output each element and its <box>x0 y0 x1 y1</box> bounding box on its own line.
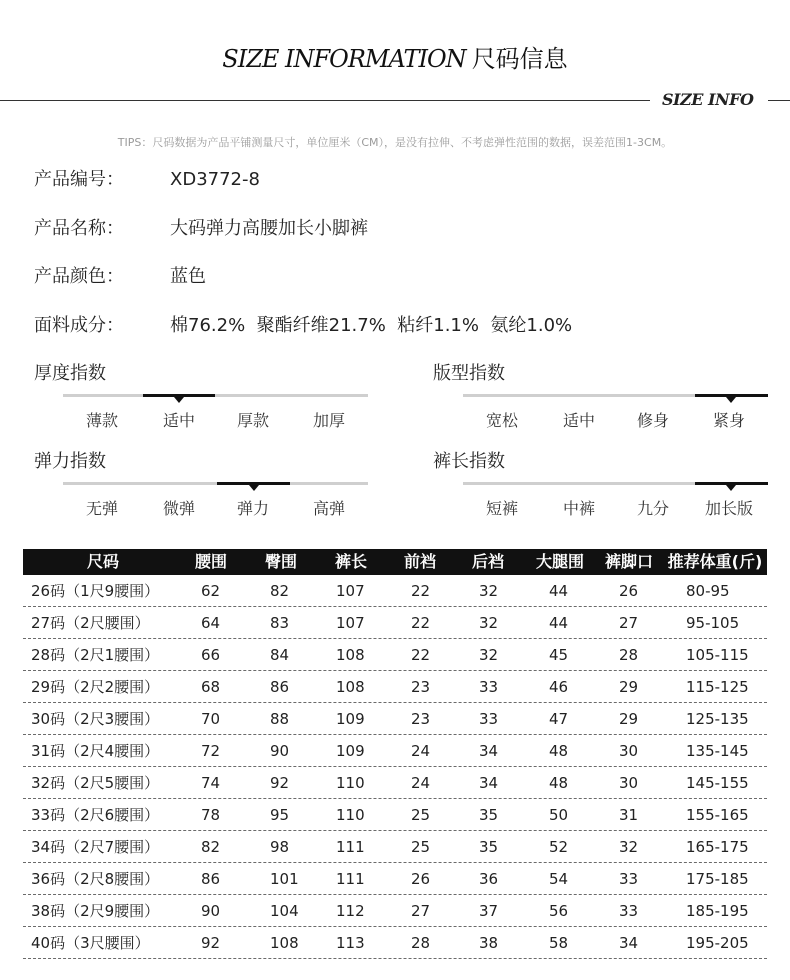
fit-index-title: 版型指数 <box>433 363 505 384</box>
cell-weight: 135-145 <box>686 742 749 760</box>
fabric-label: 面料成分： <box>34 315 124 336</box>
cell-front-rise: 22 <box>411 614 431 632</box>
length-option: 九分 <box>636 499 669 518</box>
cell-size: 27码（2尺腰围） <box>31 614 150 632</box>
cell-thigh: 45 <box>549 646 569 664</box>
cell-weight: 115-125 <box>686 678 749 696</box>
page-title-en: SIZE INFORMATION <box>222 45 466 73</box>
cell-size: 34码（2尺7腰围） <box>31 838 160 856</box>
length-index-track <box>463 482 768 485</box>
cell-hem: 32 <box>619 838 639 856</box>
cell-back-rise: 32 <box>479 582 499 600</box>
elasticity-index-title: 弹力指数 <box>34 451 106 472</box>
thickness-option: 薄款 <box>85 411 118 430</box>
thickness-index-title: 厚度指数 <box>34 363 106 384</box>
cell-size: 40码（3尺腰围） <box>31 934 150 952</box>
product-name-label: 产品名称： <box>34 218 124 239</box>
cell-back-rise: 34 <box>479 742 499 760</box>
cell-weight: 155-165 <box>686 806 749 824</box>
elasticity-option: 无弹 <box>85 499 118 518</box>
section-subtitle: SIZE INFO <box>662 90 754 109</box>
cell-length: 108 <box>336 646 365 664</box>
fit-index-track <box>463 394 768 397</box>
cell-weight: 185-195 <box>686 902 749 920</box>
size-table-header <box>23 549 767 575</box>
col-header-thigh: 大腿围 <box>535 552 584 571</box>
cell-hip: 108 <box>270 934 299 952</box>
cell-hip: 92 <box>270 774 290 792</box>
cell-back-rise: 36 <box>479 870 499 888</box>
cell-front-rise: 25 <box>411 806 431 824</box>
cell-thigh: 50 <box>549 806 569 824</box>
cell-length: 107 <box>336 582 365 600</box>
cell-hem: 29 <box>619 678 639 696</box>
table-row <box>23 831 767 863</box>
cell-size: 26码（1尺9腰围） <box>31 582 160 600</box>
cell-length: 107 <box>336 614 365 632</box>
fabric-value: 棉76.2% 聚酯纤维21.7% 粘纤1.1% 氨纶1.0% <box>170 315 573 336</box>
table-row <box>23 927 767 959</box>
cell-hem: 26 <box>619 582 639 600</box>
cell-waist: 92 <box>201 934 221 952</box>
table-row <box>23 895 767 927</box>
cell-thigh: 44 <box>549 614 569 632</box>
elasticity-index-pointer-icon <box>249 485 259 491</box>
cell-hip: 82 <box>270 582 290 600</box>
cell-hem: 34 <box>619 934 639 952</box>
cell-hem: 27 <box>619 614 639 632</box>
col-header-length: 裤长 <box>334 552 367 571</box>
product-code-value: XD3772-8 <box>170 169 260 190</box>
cell-front-rise: 24 <box>411 742 431 760</box>
cell-front-rise: 25 <box>411 838 431 856</box>
header-divider-right <box>768 100 790 101</box>
cell-size: 28码（2尺1腰围） <box>31 646 160 664</box>
col-header-hip: 臀围 <box>264 552 297 571</box>
cell-length: 109 <box>336 742 365 760</box>
cell-length: 112 <box>336 902 365 920</box>
length-index-title: 裤长指数 <box>433 451 505 472</box>
size-table-body <box>23 575 767 959</box>
cell-hip: 104 <box>270 902 299 920</box>
cell-size: 32码（2尺5腰围） <box>31 774 160 792</box>
table-row <box>23 735 767 767</box>
cell-back-rise: 37 <box>479 902 499 920</box>
cell-back-rise: 35 <box>479 838 499 856</box>
cell-front-rise: 28 <box>411 934 431 952</box>
col-header-hem: 裤脚口 <box>604 552 653 571</box>
cell-hem: 33 <box>619 902 639 920</box>
cell-waist: 68 <box>201 678 221 696</box>
cell-waist: 82 <box>201 838 221 856</box>
fit-option: 宽松 <box>485 411 518 430</box>
cell-weight: 125-135 <box>686 710 749 728</box>
cell-weight: 145-155 <box>686 774 749 792</box>
cell-waist: 70 <box>201 710 221 728</box>
cell-front-rise: 22 <box>411 582 431 600</box>
cell-size: 36码（2尺8腰围） <box>31 870 160 888</box>
cell-back-rise: 33 <box>479 710 499 728</box>
cell-weight: 165-175 <box>686 838 749 856</box>
product-color-label: 产品颜色： <box>34 266 124 287</box>
cell-hem: 30 <box>619 774 639 792</box>
cell-front-rise: 27 <box>411 902 431 920</box>
elasticity-option: 弹力 <box>236 499 269 518</box>
cell-size: 30码（2尺3腰围） <box>31 710 160 728</box>
col-header-weight: 推荐体重(斤) <box>667 552 763 571</box>
table-row <box>23 863 767 895</box>
cell-weight: 175-185 <box>686 870 749 888</box>
header-divider-left <box>0 100 650 101</box>
cell-front-rise: 23 <box>411 678 431 696</box>
length-option: 中裤 <box>562 499 595 518</box>
cell-hip: 86 <box>270 678 290 696</box>
cell-thigh: 58 <box>549 934 569 952</box>
cell-size: 31码（2尺4腰围） <box>31 742 160 760</box>
cell-length: 108 <box>336 678 365 696</box>
length-index-pointer-icon <box>726 485 736 491</box>
cell-hip: 98 <box>270 838 290 856</box>
thickness-option: 厚款 <box>236 411 269 430</box>
cell-hip: 83 <box>270 614 290 632</box>
cell-hem: 29 <box>619 710 639 728</box>
cell-front-rise: 22 <box>411 646 431 664</box>
cell-hip: 101 <box>270 870 299 888</box>
cell-weight: 195-205 <box>686 934 749 952</box>
elasticity-index-track <box>63 482 368 485</box>
col-header-waist: 腰围 <box>194 552 227 571</box>
cell-waist: 74 <box>201 774 221 792</box>
tips-note: TIPS：尺码数据为产品平铺测量尺寸，单位厘米（CM），是没有拉伸、不考虑弹性范围的数据，误差范围1-3CM。 <box>117 136 673 149</box>
cell-back-rise: 38 <box>479 934 499 952</box>
cell-back-rise: 33 <box>479 678 499 696</box>
cell-hem: 33 <box>619 870 639 888</box>
cell-hem: 30 <box>619 742 639 760</box>
cell-hip: 88 <box>270 710 290 728</box>
fit-option: 修身 <box>636 411 669 430</box>
cell-back-rise: 34 <box>479 774 499 792</box>
cell-waist: 72 <box>201 742 221 760</box>
product-name-value: 大码弹力高腰加长小脚裤 <box>170 218 368 239</box>
cell-waist: 78 <box>201 806 221 824</box>
cell-thigh: 44 <box>549 582 569 600</box>
cell-thigh: 56 <box>549 902 569 920</box>
cell-weight: 95-105 <box>686 614 740 632</box>
length-option: 加长版 <box>704 499 753 518</box>
cell-front-rise: 24 <box>411 774 431 792</box>
fit-option: 适中 <box>562 411 595 430</box>
table-row <box>23 607 767 639</box>
cell-length: 113 <box>336 934 365 952</box>
cell-size: 38码（2尺9腰围） <box>31 902 160 920</box>
table-row <box>23 639 767 671</box>
col-header-back-rise: 后裆 <box>471 552 504 571</box>
cell-back-rise: 32 <box>479 614 499 632</box>
col-header-front-rise: 前裆 <box>403 552 436 571</box>
cell-thigh: 52 <box>549 838 569 856</box>
thickness-option: 适中 <box>162 411 195 430</box>
table-row <box>23 671 767 703</box>
fit-option: 紧身 <box>712 411 745 430</box>
cell-waist: 62 <box>201 582 221 600</box>
elasticity-option: 微弹 <box>162 499 195 518</box>
table-row <box>23 575 767 607</box>
cell-waist: 66 <box>201 646 221 664</box>
cell-thigh: 48 <box>549 774 569 792</box>
cell-hip: 95 <box>270 806 290 824</box>
cell-length: 109 <box>336 710 365 728</box>
elasticity-option: 高弹 <box>312 499 345 518</box>
cell-back-rise: 32 <box>479 646 499 664</box>
thickness-index-pointer-icon <box>174 397 184 403</box>
thickness-option: 加厚 <box>312 411 345 430</box>
cell-size: 33码（2尺6腰围） <box>31 806 160 824</box>
cell-waist: 90 <box>201 902 221 920</box>
cell-thigh: 46 <box>549 678 569 696</box>
table-row <box>23 767 767 799</box>
cell-front-rise: 23 <box>411 710 431 728</box>
thickness-index-track <box>63 394 368 397</box>
cell-thigh: 54 <box>549 870 569 888</box>
table-row <box>23 799 767 831</box>
product-color-value: 蓝色 <box>170 266 206 287</box>
cell-size: 29码（2尺2腰围） <box>31 678 160 696</box>
cell-weight: 105-115 <box>686 646 749 664</box>
cell-front-rise: 26 <box>411 870 431 888</box>
page-title-cn: 尺码信息 <box>471 45 568 73</box>
cell-hip: 84 <box>270 646 290 664</box>
cell-back-rise: 35 <box>479 806 499 824</box>
cell-length: 111 <box>336 838 365 856</box>
size-table <box>23 549 767 959</box>
cell-waist: 86 <box>201 870 221 888</box>
page-title <box>0 42 790 76</box>
cell-waist: 64 <box>201 614 221 632</box>
table-row <box>23 703 767 735</box>
cell-length: 111 <box>336 870 365 888</box>
cell-thigh: 48 <box>549 742 569 760</box>
length-option: 短裤 <box>485 499 518 518</box>
cell-weight: 80-95 <box>686 582 730 600</box>
cell-hem: 31 <box>619 806 639 824</box>
fit-index-pointer-icon <box>726 397 736 403</box>
cell-length: 110 <box>336 774 365 792</box>
col-header-size: 尺码 <box>86 552 119 571</box>
product-code-label: 产品编号： <box>34 169 124 190</box>
cell-length: 110 <box>336 806 365 824</box>
cell-hip: 90 <box>270 742 290 760</box>
cell-thigh: 47 <box>549 710 569 728</box>
cell-hem: 28 <box>619 646 639 664</box>
